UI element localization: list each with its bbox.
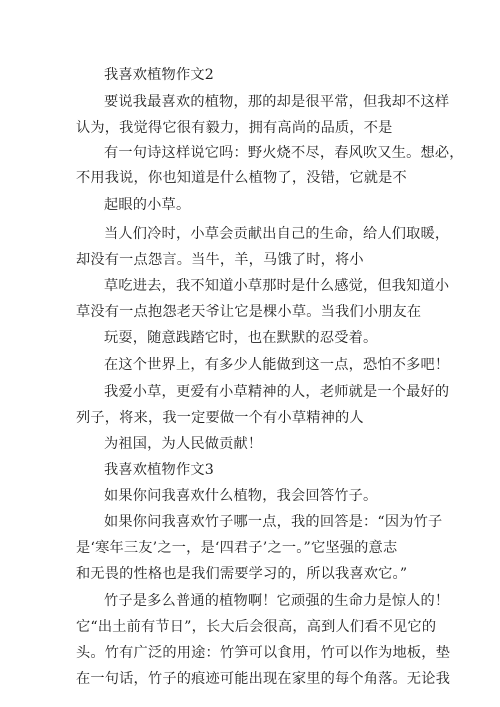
text-line: 起眼的小草。	[104, 197, 191, 213]
text-line: 列子，将来，我一定要做一个有小草精神的人	[76, 410, 364, 426]
essay-title-3: 我喜欢植物作文3	[104, 462, 214, 478]
text-line: 草吃进去，我不知道小草那时是什么感觉，但我知道小	[104, 278, 450, 294]
text-line: 和无畏的性格也是我们需要学习的，所以我喜欢它。”	[76, 566, 408, 582]
text-line: 当人们冷时，小草会贡献出自己的生命，给人们取暖，	[104, 226, 450, 242]
text-line: 要说我最喜欢的植物，那的却是很平常，但我却不这样	[104, 94, 450, 110]
text-line: 是‘寒年三友’之一，是‘四君子’之一。”它坚强的意志	[76, 540, 398, 556]
text-line: 在这个世界上，有多少人能做到这一点，恐怕不多吧！	[104, 357, 450, 373]
text-line: 竹子是多么普通的植物啊！它顽强的生命力是惊人的！	[104, 593, 450, 609]
text-line: 不用我说，你也知道是什么植物了，没错，它就是不	[76, 170, 407, 186]
text-line: 头。竹有广泛的用途：竹笋可以食用，竹可以作为地板，垫	[76, 645, 451, 661]
essay-title-2: 我喜欢植物作文2	[104, 67, 214, 83]
text-line: 却没有一点怨言。当牛，羊，马饿了时，将小	[76, 252, 364, 268]
text-line: 有一句诗这样说它吗：野火烧不尽，春风吹又生。想必，	[104, 145, 464, 161]
text-line: 玩耍，随意践踏它时，也在默默的忍受着。	[104, 330, 378, 346]
text-line: 在一句话，竹子的痕迹可能出现在家里的每个角落。无论我	[76, 671, 451, 687]
text-line: 草没有一点抱怨老天爷让它是棵小草。当我们小朋友在	[76, 304, 422, 320]
text-line: 如果你问我喜欢什么植物，我会回答竹子。	[104, 488, 378, 504]
text-line: 为祖国，为人民做贡献！	[104, 436, 263, 452]
text-line: 我爱小草，更爱有小草精神的人，老师就是一个最好的	[104, 384, 450, 400]
text-line: 认为，我觉得它很有毅力，拥有高尚的品质，不是	[76, 120, 393, 136]
text-line: 它“出土前有节日”，长大后会很高，高到人们看不见它的	[76, 619, 437, 635]
text-line: 如果你问我喜欢竹子哪一点，我的回答是：“因为竹子	[104, 514, 443, 530]
